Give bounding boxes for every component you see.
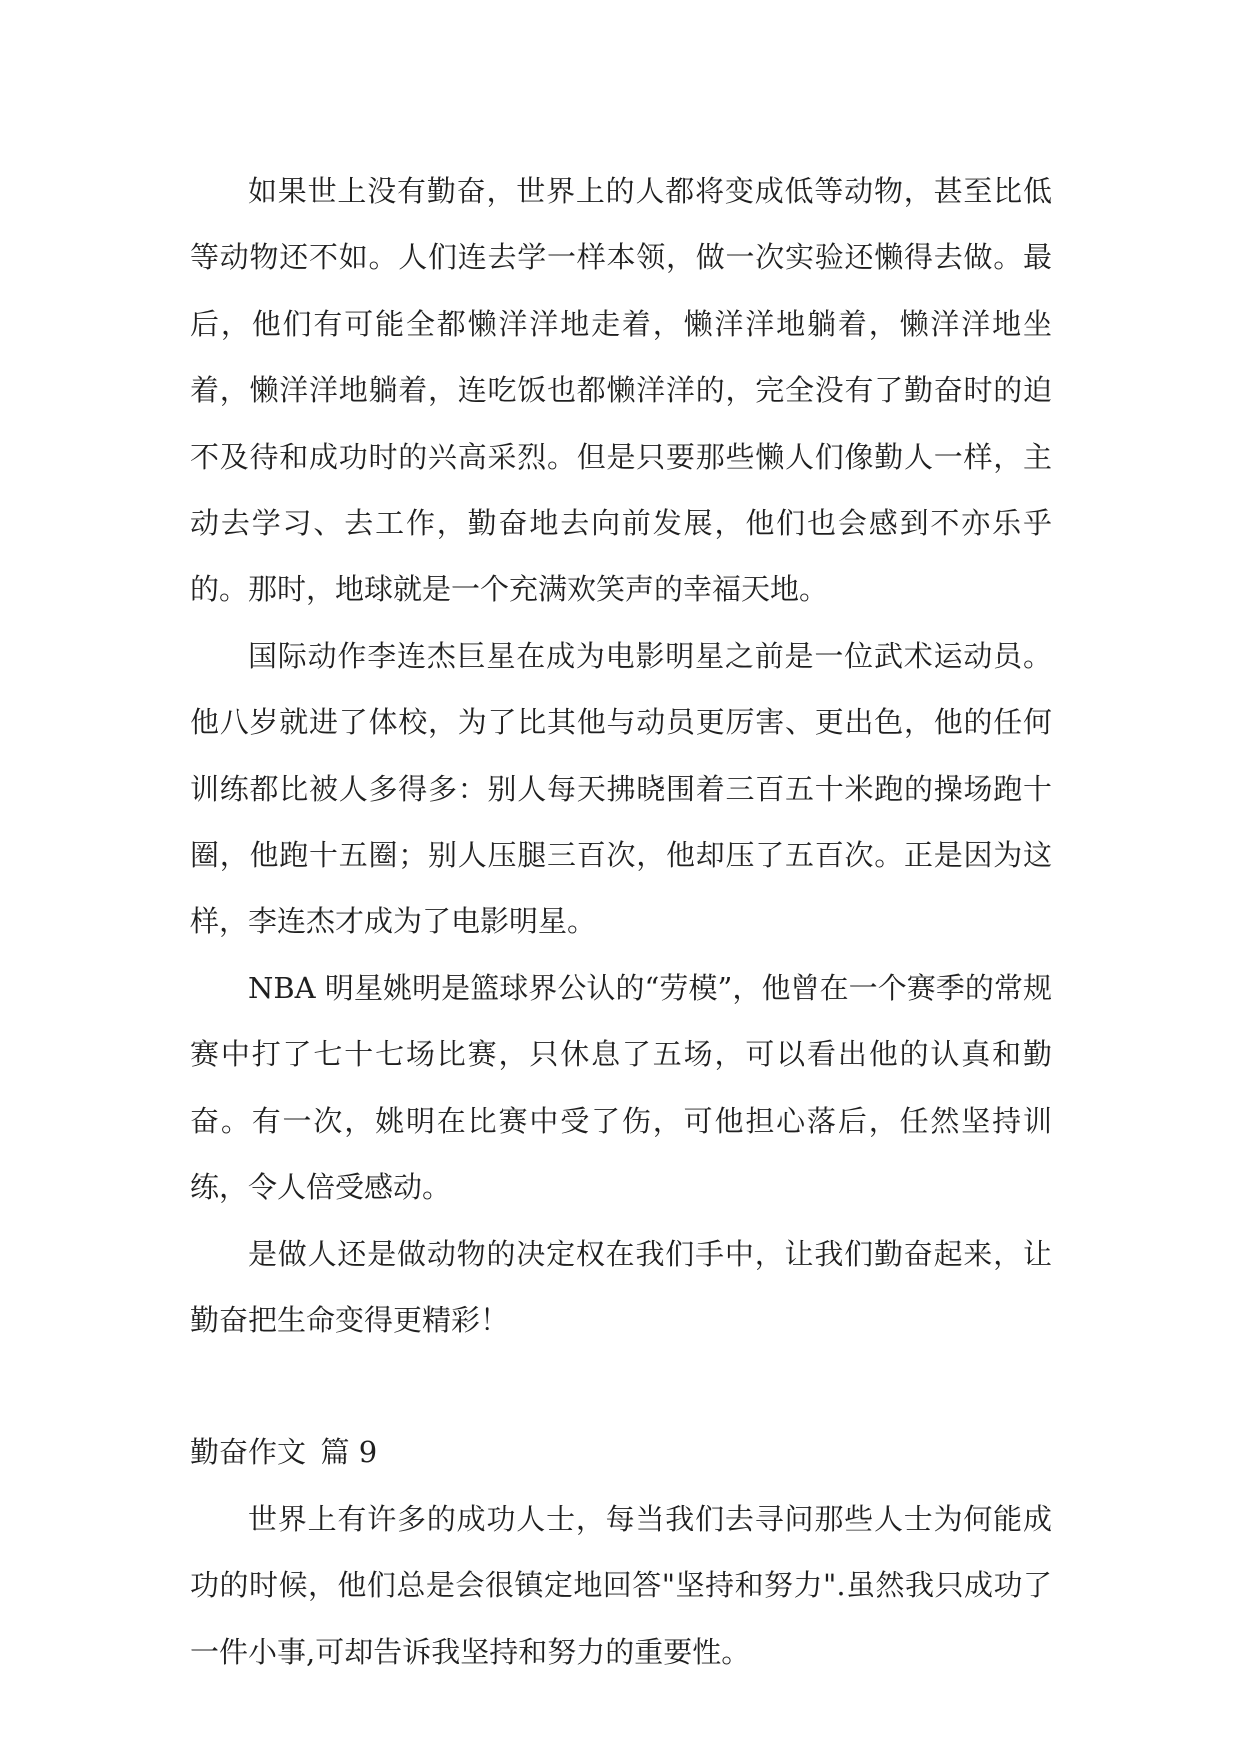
document-body <box>190 158 1052 1685</box>
paragraph: 是做人还是做动物的决定权在我们手中，让我们勤奋起来，让勤奋把生命变得更精彩！ <box>190 1236 1052 1337</box>
paragraph: 如果世上没有勤奋，世界上的人都将变成低等动物，甚至比低等动物还不如。人们连去学一样本领，做一次实验还懒得去做。最后，他们有可能全都懒洋洋地走着，懒洋洋地躺着，懒洋洋地坐着，懒洋洋地躺着，连吃饭也都懒洋洋的，完全没有了勤奋时的迫不及待和成功时的兴高采烈。但是只要那些懒人们像勤人一样，主动去学习、去工作，勤奋地去向前发展，他们也会感到不亦乐乎的。那时，地球就是一个充满欢笑声的幸福天地。 <box>190 174 1052 607</box>
section-heading <box>190 1419 1052 1485</box>
paragraph: NBA 明星姚明是篮球界公认的“劳模”，他曾在一个赛季的常规赛中打了七十七场比赛，只休息了五场，可以看出他的认真和勤奋。有一次，姚明在比赛中受了伤，可他担心落后，任然坚持训练，令人倍受感动。 <box>190 970 1052 1205</box>
section-number: 篇 9 <box>320 1435 378 1470</box>
section-title: 勤奋作文 <box>190 1435 307 1470</box>
paragraph: 世界上有许多的成功人士，每当我们去寻问那些人士为何能成功的时候，他们总是会很镇定地回答"坚持和努力".虽然我只成功了一件小事,可却告诉我坚持和努力的重要性。 <box>190 1501 1052 1669</box>
paragraph: 国际动作李连杰巨星在成为电影明星之前是一位武术运动员。他八岁就进了体校，为了比其他与动员更厉害、更出色，他的任何训练都比被人多得多：别人每天拂晓围着三百五十米跑的操场跑十圈，他跑十五圈；别人压腿三百次，他却压了五百次。正是因为这样，李连杰才成为了电影明星。 <box>190 638 1052 939</box>
